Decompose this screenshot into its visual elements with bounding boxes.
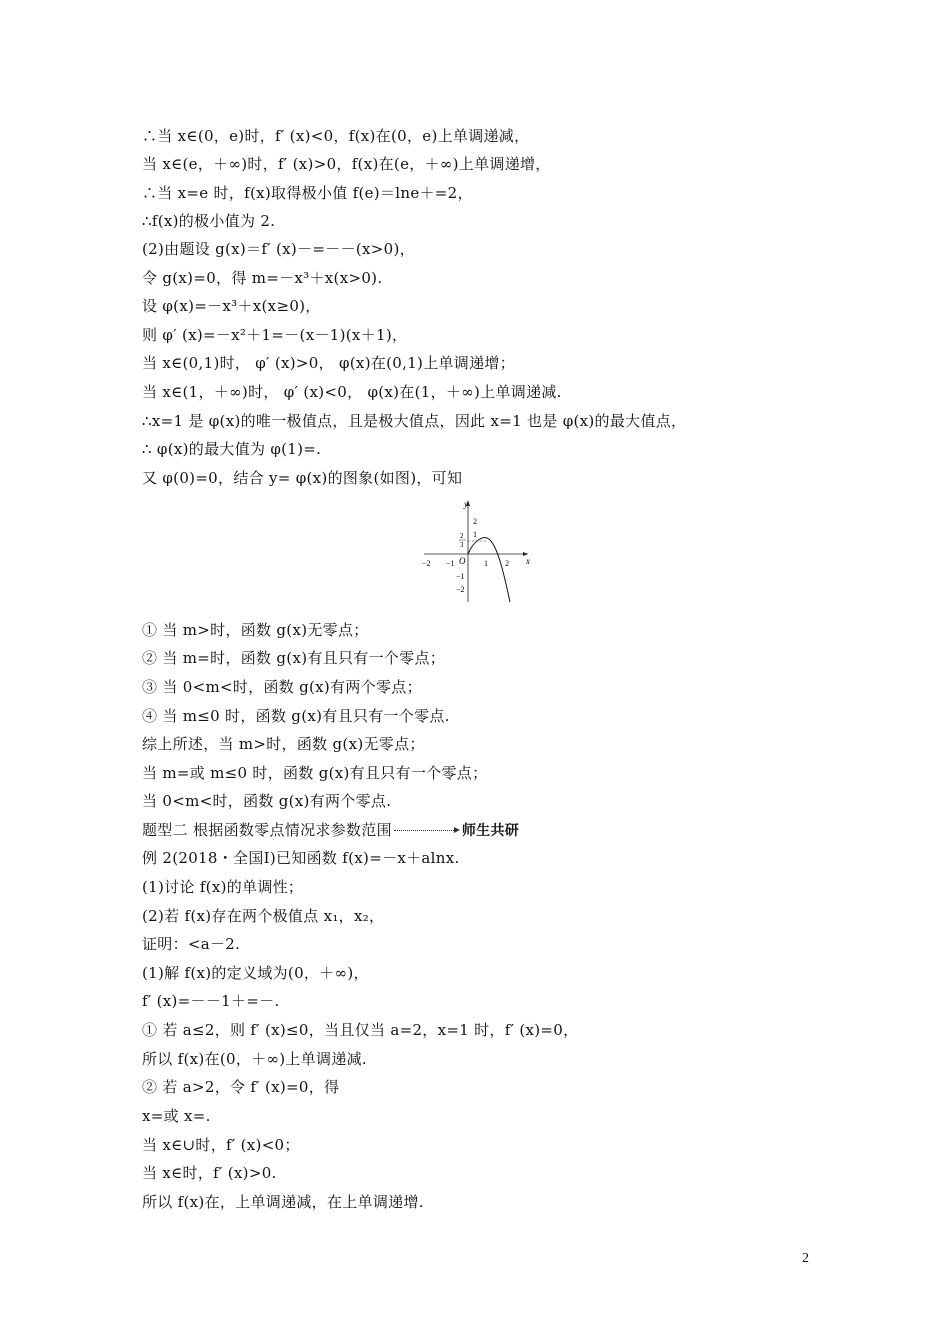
- text-line: ③ 当 0<m<时，函数 g(x)有两个零点；: [142, 678, 422, 696]
- text-line: 当 x∈(1，＋∞)时， φ′ (x)<0， φ(x)在(1，＋∞)上单调递减.: [142, 383, 562, 401]
- text-line: ∴x=1 是 φ(x)的唯一极值点，且是极大值点，因此 x=1 也是 φ(x)的最大值点，: [142, 412, 687, 430]
- x-tick-label: −2: [422, 559, 431, 568]
- text-line: (1)解 f(x)的定义域为(0，＋∞)，: [142, 964, 369, 982]
- text-line: 当 x∈∪时，f′ (x)<0；: [142, 1136, 300, 1154]
- text-line: 综上所述，当 m>时，函数 g(x)无零点；: [142, 735, 425, 753]
- text-line: f′ (x)=－－1＋=－.: [142, 992, 280, 1010]
- y-axis-label: y: [464, 499, 468, 509]
- text-line: (2)由题设 g(x)＝f′ (x)－=－－(x>0)，: [142, 240, 415, 258]
- x-tick-label: 2: [505, 559, 509, 568]
- page-number: 2: [802, 1251, 809, 1266]
- text-line: ② 当 m=时，函数 g(x)有且只有一个零点；: [142, 649, 446, 667]
- text-line: 当 x∈(0,1)时， φ′ (x)>0， φ(x)在(0,1)上单调递增；: [142, 354, 516, 372]
- x-tick-label: 1: [484, 559, 488, 568]
- x-axis-label: x: [526, 556, 530, 566]
- text-line: 当 x∈时，f′ (x)>0.: [142, 1164, 277, 1182]
- text-line: 证明：<a－2.: [142, 935, 241, 953]
- text-line: 所以 f(x)在，上单调递减，在上单调递增.: [142, 1193, 424, 1211]
- text-line: 当 m=或 m≤0 时，函数 g(x)有且只有一个零点；: [142, 764, 488, 782]
- text-line: 当 0<m<时，函数 g(x)有两个零点.: [142, 792, 392, 810]
- text-line: ① 当 m>时，函数 g(x)无零点；: [142, 621, 369, 639]
- function-graph: [418, 494, 536, 606]
- text-line: 当 x∈(e，＋∞)时，f′ (x)>0，f(x)在(e，＋∞)上单调递增，: [142, 155, 551, 173]
- text-line: 又 φ(0)=0，结合 y= φ(x)的图象(如图)，可知: [142, 469, 463, 487]
- section-heading: [142, 820, 519, 841]
- section-tag: 师生共研: [461, 823, 520, 839]
- text-line: (1)讨论 f(x)的单调性；: [142, 878, 304, 896]
- text-line: 则 φ′ (x)=－x²＋1=－(x－1)(x＋1)，: [142, 326, 408, 344]
- text-line: ∴f(x)的极小值为 2.: [142, 212, 276, 230]
- text-line: ∴当 x=e 时，f(x)取得极小值 f(e)＝lne＋=2，: [142, 184, 473, 202]
- section-title: 题型二 根据函数零点情况求参数范围: [142, 821, 392, 839]
- y-tick-label: −1: [456, 572, 465, 581]
- arrow-icon: [394, 830, 456, 832]
- y-fraction-numerator: 2: [460, 532, 464, 540]
- text-line: ∴当 x∈(0，e)时，f′ (x)<0，f(x)在(0，e)上单调递减，: [142, 127, 530, 145]
- x-tick-label: −1: [446, 559, 455, 568]
- y-tick-label: −2: [456, 585, 465, 594]
- origin-label: O: [459, 556, 466, 566]
- text-line: (2)若 f(x)存在两个极值点 x₁，x₂，: [142, 907, 385, 925]
- y-tick-label: 1: [473, 530, 477, 539]
- text-line: ② 若 a>2，令 f′ (x)=0，得: [142, 1078, 340, 1096]
- phi-curve: [468, 538, 510, 602]
- text-line: ∴ φ(x)的最大值为 φ(1)=.: [142, 440, 322, 458]
- text-line: 所以 f(x)在(0，＋∞)上单调递减.: [142, 1050, 367, 1068]
- y-tick-label: 2: [473, 517, 477, 526]
- text-line: x=或 x=.: [142, 1107, 211, 1125]
- text-line: 例 2(2018・全国Ⅰ)已知函数 f(x)=－x＋alnx.: [142, 849, 460, 867]
- text-line: ④ 当 m≤0 时，函数 g(x)有且只有一个零点.: [142, 707, 450, 725]
- text-line: 设 φ(x)=－x³＋x(x≥0)，: [142, 297, 321, 315]
- text-line: ① 若 a≤2，则 f′ (x)≤0，当且仅当 a=2，x=1 时，f′ (x)=0，: [142, 1021, 579, 1039]
- text-line: 令 g(x)=0，得 m=－x³＋x(x>0).: [142, 269, 383, 287]
- y-fraction-denominator: 3: [460, 541, 464, 549]
